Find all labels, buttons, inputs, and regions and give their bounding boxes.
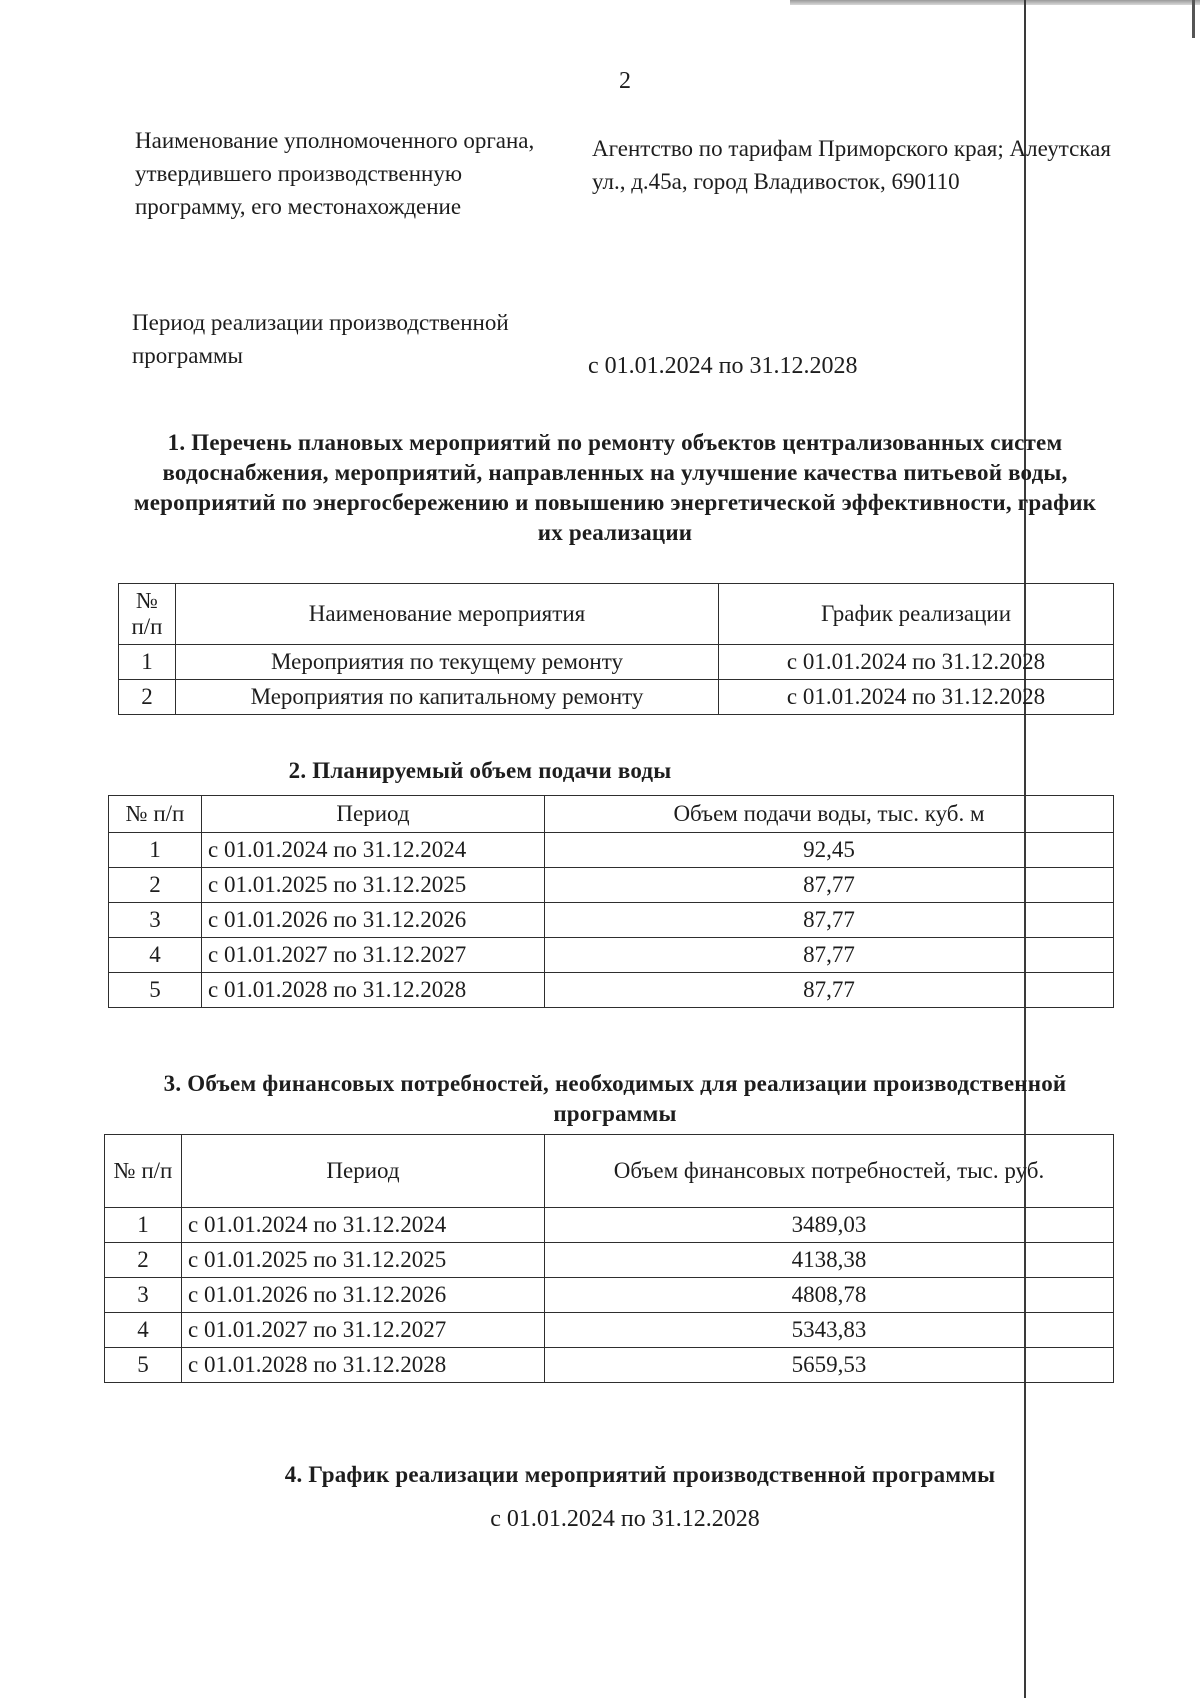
table-cell: 3 [109, 903, 202, 938]
section2-title: 2. Планируемый объем подачи воды [288, 758, 672, 783]
water-supply-table [108, 795, 1114, 1008]
authority-label: Наименование уполномоченного органа, утвердившего производственную программу, его местонахождение [135, 128, 535, 219]
table-header-row [119, 584, 1114, 645]
table-cell: Мероприятия по текущему ремонту [176, 645, 719, 680]
table-cell: 87,77 [545, 868, 1114, 903]
column-header: Объем финансовых потребностей, тыс. руб. [545, 1135, 1114, 1208]
table-cell: с 01.01.2025 по 31.12.2025 [202, 868, 545, 903]
table-cell: 4138,38 [545, 1243, 1114, 1278]
column-header: № п/п [105, 1135, 182, 1208]
table-cell: с 01.01.2024 по 31.12.2024 [182, 1208, 545, 1243]
column-header: Период [182, 1135, 545, 1208]
table-cell: 1 [105, 1208, 182, 1243]
table-row [105, 1313, 1114, 1348]
section4-title: 4. График реализации мероприятий производственной программы [284, 1462, 996, 1487]
section3-title: 3. Объем финансовых потребностей, необходимых для реализации производственной программы [163, 1071, 1067, 1126]
table-cell: с 01.01.2028 по 31.12.2028 [182, 1348, 545, 1383]
table-cell: 92,45 [545, 833, 1114, 868]
table-cell: с 01.01.2026 по 31.12.2026 [202, 903, 545, 938]
table-cell: 87,77 [545, 903, 1114, 938]
table-cell: с 01.01.2027 по 31.12.2027 [202, 938, 545, 973]
table-cell: 1 [109, 833, 202, 868]
table-header-row [109, 796, 1114, 833]
table-row [105, 1243, 1114, 1278]
table-row [105, 1348, 1114, 1383]
table-row [109, 938, 1114, 973]
table-cell: с 01.01.2028 по 31.12.2028 [202, 973, 545, 1008]
column-header: Наименование мероприятия [176, 584, 719, 645]
measures-table [118, 583, 1114, 715]
table-header-row [105, 1135, 1114, 1208]
table-cell: 3489,03 [545, 1208, 1114, 1243]
table-cell: 5 [105, 1348, 182, 1383]
column-header: График реализации [719, 584, 1114, 645]
table-cell: с 01.01.2026 по 31.12.2026 [182, 1278, 545, 1313]
table-cell: 2 [109, 868, 202, 903]
financial-needs-table [104, 1134, 1114, 1383]
page-number: 2 [619, 68, 631, 94]
table-cell: 4 [105, 1313, 182, 1348]
period-label: Период реализации производственной программы [132, 310, 509, 368]
table-row [109, 833, 1114, 868]
section1-title: 1. Перечень плановых мероприятий по ремонту объектов централизованных систем водоснабжения, мероприятий, направленных на улучшение качества питьевой воды, мероприятий по энергосбережению и повышению энергетической эффективности, график их реализации [133, 430, 1097, 545]
period-value: с 01.01.2024 по 31.12.2028 [588, 353, 858, 379]
column-header: Объем подачи воды, тыс. куб. м [545, 796, 1114, 833]
authority-value: Агентство по тарифам Приморского края; Алеутская ул., д.45а, город Владивосток, 690110 [592, 136, 1111, 194]
column-header: № п/п [109, 796, 202, 833]
table-cell: с 01.01.2024 по 31.12.2024 [202, 833, 545, 868]
table-cell: 87,77 [545, 938, 1114, 973]
table-cell: 5 [109, 973, 202, 1008]
table-cell: с 01.01.2024 по 31.12.2028 [719, 645, 1114, 680]
column-header: № п/п [119, 584, 176, 645]
table-row [105, 1278, 1114, 1313]
table-cell: 1 [119, 645, 176, 680]
table-cell: 2 [105, 1243, 182, 1278]
scan-edge-right [1192, 0, 1195, 38]
table-row [109, 868, 1114, 903]
table-cell: 3 [105, 1278, 182, 1313]
section4-period: с 01.01.2024 по 31.12.2028 [490, 1506, 760, 1532]
table-row [109, 903, 1114, 938]
table-cell: 5343,83 [545, 1313, 1114, 1348]
table-cell: с 01.01.2024 по 31.12.2028 [719, 680, 1114, 715]
table-row [109, 973, 1114, 1008]
table-cell: с 01.01.2027 по 31.12.2027 [182, 1313, 545, 1348]
column-header: Период [202, 796, 545, 833]
table-row [105, 1208, 1114, 1243]
table-cell: 4 [109, 938, 202, 973]
table-row [119, 645, 1114, 680]
table-cell: Мероприятия по капитальному ремонту [176, 680, 719, 715]
table-cell: 4808,78 [545, 1278, 1114, 1313]
table-cell: 5659,53 [545, 1348, 1114, 1383]
table-cell: с 01.01.2025 по 31.12.2025 [182, 1243, 545, 1278]
scan-edge-top [790, 0, 1200, 5]
table-cell: 87,77 [545, 973, 1114, 1008]
table-row [119, 680, 1114, 715]
table-cell: 2 [119, 680, 176, 715]
